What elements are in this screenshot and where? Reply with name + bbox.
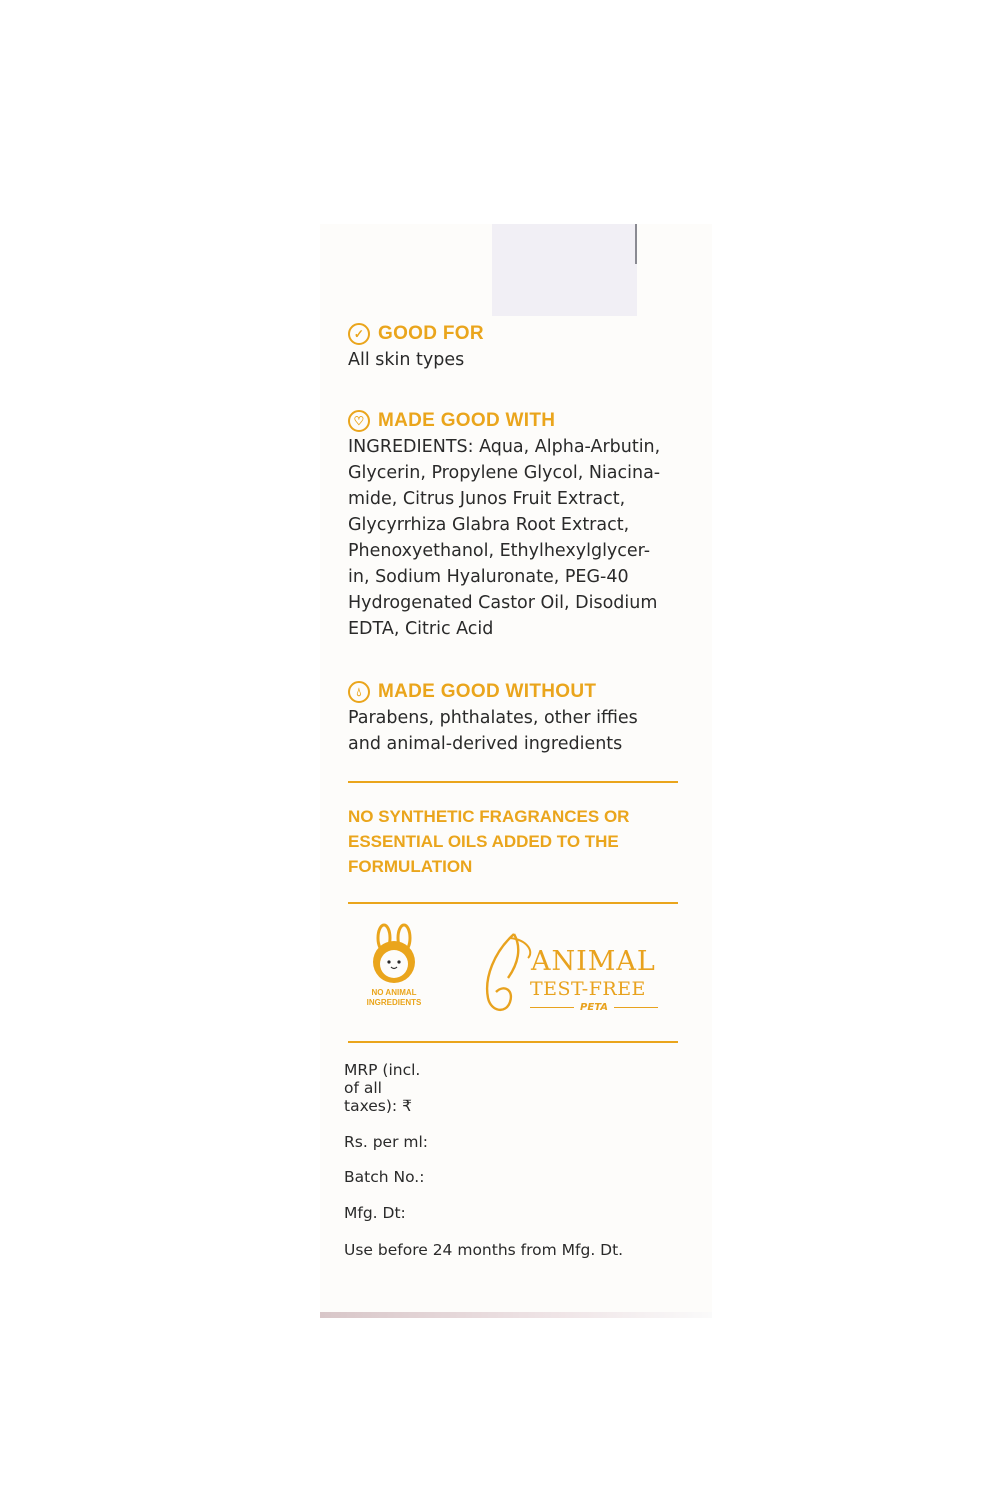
label-panel <box>320 224 712 1318</box>
bunny-caption-line: NO ANIMAL <box>371 988 417 997</box>
ingredients-line: in, Sodium Hyaluronate, PEG-40 <box>348 567 629 587</box>
ingredients-line: Hydrogenated Castor Oil, Disodium <box>348 593 658 613</box>
made-with-section <box>348 410 660 642</box>
ingredients-line: Glycerin, Propylene Glycol, Niacina- <box>348 463 661 483</box>
peta-mark <box>530 1002 658 1013</box>
divider <box>348 781 678 783</box>
warning-line: FORMULATION <box>348 857 473 876</box>
ingredients-line: Phenoxyethanol, Ethylhexylglycer- <box>348 541 651 561</box>
good-for-heading <box>348 323 484 345</box>
made-with-title: MADE GOOD WITH <box>378 410 556 431</box>
warning-line: NO SYNTHETIC FRAGRANCES OR <box>348 807 630 826</box>
mrp-line: MRP (incl. <box>344 1061 421 1079</box>
fragrance-warning <box>348 804 678 879</box>
made-without-title: MADE GOOD WITHOUT <box>378 681 597 702</box>
mrp-line: of all <box>344 1079 382 1097</box>
made-with-heading <box>348 410 660 432</box>
divider <box>348 902 678 904</box>
peta-label: PETA <box>580 1002 608 1013</box>
window-edge <box>635 224 637 264</box>
made-without-section <box>348 681 638 757</box>
mrp-line: taxes): ₹ <box>344 1097 412 1115</box>
made-without-heading <box>348 681 638 703</box>
mfg-date-field: Mfg. Dt: <box>344 1204 406 1222</box>
bunny-caption-line: INGREDIENTS <box>366 998 422 1007</box>
peta-dash <box>530 1007 574 1009</box>
warning-line: ESSENTIAL OILS ADDED TO THE <box>348 832 619 851</box>
check-circle-icon: ✓ <box>348 323 370 345</box>
ingredients-text <box>348 434 660 642</box>
ingredients-line: EDTA, Citric Acid <box>348 619 494 639</box>
product-window <box>492 224 637 316</box>
bunny-caption <box>356 988 432 1008</box>
divider <box>348 1041 678 1043</box>
peta-animal: ANIMAL <box>531 946 656 977</box>
bunny-face-icon <box>358 922 430 986</box>
peta-dash <box>614 1007 658 1009</box>
mrp-field <box>344 1061 420 1115</box>
ingredients-line: INGREDIENTS: Aqua, Alpha-Arbutin, <box>348 437 661 457</box>
panel-edge <box>320 1312 712 1318</box>
use-before-field: Use before 24 months from Mfg. Dt. <box>344 1241 624 1259</box>
good-for-title: GOOD FOR <box>378 323 484 344</box>
made-without-line: and animal-derived ingredients <box>348 734 623 754</box>
made-without-text <box>348 705 638 757</box>
good-for-text: All skin types <box>348 350 465 370</box>
drop-circle-icon: 💧︎ <box>348 681 370 703</box>
rs-per-ml-field: Rs. per ml: <box>344 1133 429 1151</box>
batch-field: Batch No.: <box>344 1168 425 1186</box>
ingredients-line: Glycyrrhiza Glabra Root Extract, <box>348 515 630 535</box>
heart-circle-icon: ♡ <box>348 410 370 432</box>
good-for-section <box>348 323 484 373</box>
ingredients-line: mide, Citrus Junos Fruit Extract, <box>348 489 626 509</box>
peta-test-free: TEST-FREE <box>530 978 646 1000</box>
made-without-line: Parabens, phthalates, other iffies <box>348 708 638 728</box>
